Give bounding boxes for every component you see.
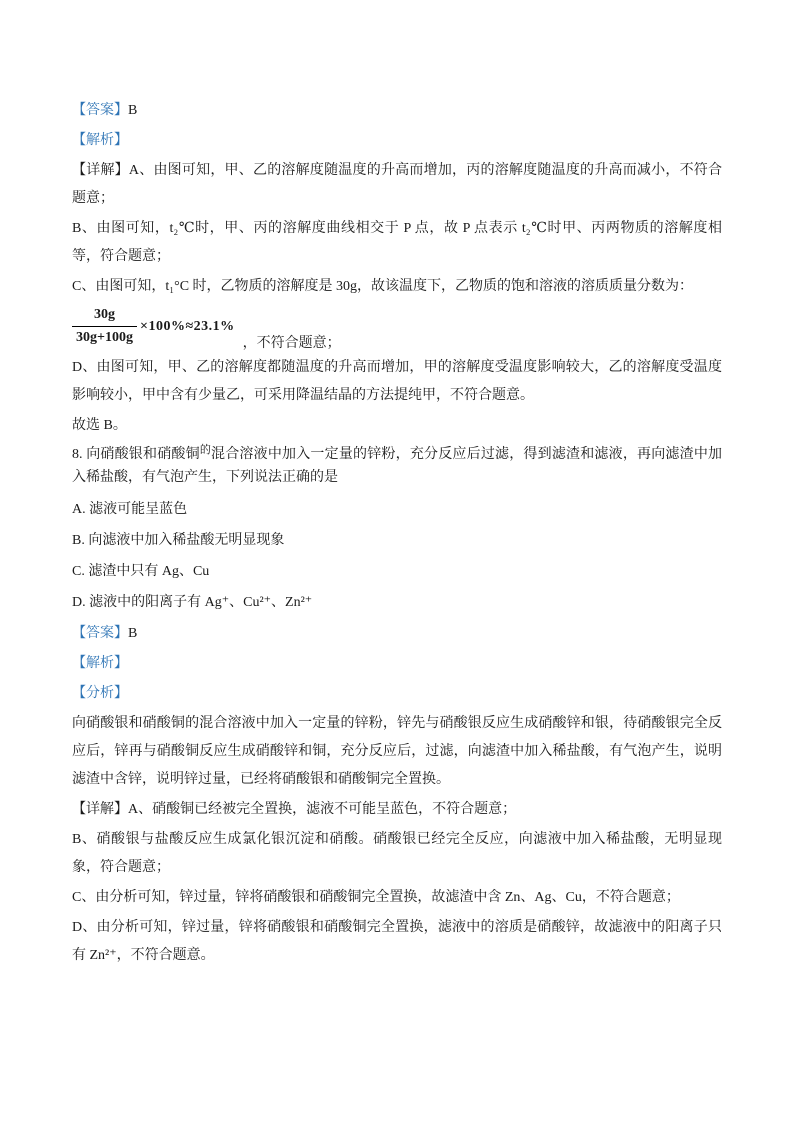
q8-detail-a: [72, 796, 722, 824]
detail-text: C、由图可知，t₁°C 时，乙物质的溶解度是 30g，故该温度下，乙物质的饱和溶液的溶质质量分数为：: [72, 279, 694, 294]
fraction: [72, 306, 137, 347]
q8-answer-line: [72, 620, 722, 648]
conclusion-text: 故选 B。: [72, 418, 127, 433]
q8-option-d: [72, 589, 722, 617]
answer-label: 【答案】: [72, 103, 128, 118]
stem-text-rest: 混合溶液中加入一定量的锌粉，充分反应后过滤，得到滤渣和滤液，再向滤渣中加入稀盐酸，有气泡产生，下列说法正确的是: [72, 447, 723, 485]
answer-value: B: [128, 626, 138, 641]
q8-detail-d: [72, 914, 722, 970]
formula-result: ×100%≈23.1%: [139, 318, 235, 334]
answer-label: 【答案】: [72, 626, 128, 641]
jiexi-label: 【解析】: [72, 656, 128, 671]
detail-text: D、由图可知，甲、乙的溶解度都随温度的升高而增加，甲的溶解度受温度影响较大，乙的溶解度受温度影响较小，甲中含有少量乙，可采用降温结晶的方法提纯甲，不符合题意。: [72, 360, 722, 403]
q8-detail-b: [72, 826, 722, 882]
q8-stem: [72, 443, 722, 489]
fenxi-label: 【分析】: [72, 686, 128, 701]
q7-conclusion: [72, 412, 722, 440]
detail-text: A、硝酸铜已经被完全置换，滤液不可能呈蓝色，不符合题意；: [128, 802, 517, 817]
q8-option-b: [72, 527, 722, 555]
option-text: D. 滤液中的阳离子有 Ag⁺、Cu²⁺、Zn²⁺: [72, 595, 313, 610]
q7-detail-a: [72, 157, 722, 213]
q8-detail-c: [72, 884, 722, 912]
q7-detail-d: [72, 354, 722, 410]
detail-text: C、由分析可知，锌过量，锌将硝酸银和硝酸铜完全置换，故滤渣中含 Zn、Ag、Cu，不符合题意；: [72, 890, 680, 905]
xiangjie-label: 【详解】: [72, 163, 129, 178]
stem-superscript: 的: [199, 444, 212, 456]
xiangjie-label: 【详解】: [72, 802, 128, 817]
analysis-text: 向硝酸银和硝酸铜的混合溶液中加入一定量的锌粉，锌先与硝酸银反应生成硝酸锌和银，待硝酸银完全反应后，锌再与硝酸铜反应生成硝酸锌和铜，充分反应后，过滤，向滤渣中加入稀盐酸，有气泡产生，说明滤渣中含锌，说明锌过量，已经将硝酸银和硝酸铜完全置换。: [72, 716, 722, 787]
q7-detail-b: [72, 215, 722, 271]
q8-jiexi-line: [72, 650, 722, 678]
stem-text: 8. 向硝酸银和硝酸铜: [72, 447, 200, 462]
q8-option-c: [72, 558, 722, 586]
mass-fraction-formula: [72, 306, 722, 351]
q8-option-a: [72, 496, 722, 524]
q7-detail-c: [72, 273, 722, 301]
fraction-numerator: 30g: [72, 306, 137, 327]
detail-text: D、由分析可知，锌过量，锌将硝酸银和硝酸铜完全置换，滤液中的溶质是硝酸锌，故滤液中的阳离子只有 Zn²⁺，不符合题意。: [72, 920, 722, 963]
q7-answer-line: [72, 97, 722, 125]
q8-analysis-text: [72, 710, 722, 794]
detail-text: B、硝酸银与盐酸反应生成氯化银沉淀和硝酸。硝酸银已经完全反应，向滤液中加入稀盐酸，无明显现象，符合题意；: [72, 832, 722, 875]
jiexi-label: 【解析】: [72, 133, 128, 148]
q7-jiexi-line: [72, 127, 722, 155]
option-text: B. 向滤液中加入稀盐酸无明显现象: [72, 533, 285, 548]
fraction-denominator: 30g+100g: [76, 330, 133, 345]
option-text: C. 滤渣中只有 Ag、Cu: [72, 564, 210, 579]
detail-text: A、由图可知，甲、乙的溶解度随温度的升高而增加，丙的溶解度随温度的升高而减小，不符合题意；: [72, 163, 723, 206]
formula-tail-text: ，不符合题意；: [242, 336, 341, 351]
answer-value: B: [128, 103, 138, 118]
detail-text: B、由图可知，t₂℃时，甲、丙的溶解度曲线相交于 P 点，故 P 点表示 t₂℃时甲、丙两物质的溶解度相等，符合题意；: [72, 221, 722, 264]
option-text: A. 滤液可能呈蓝色: [72, 502, 188, 517]
q8-fenxi-line: [72, 680, 722, 708]
